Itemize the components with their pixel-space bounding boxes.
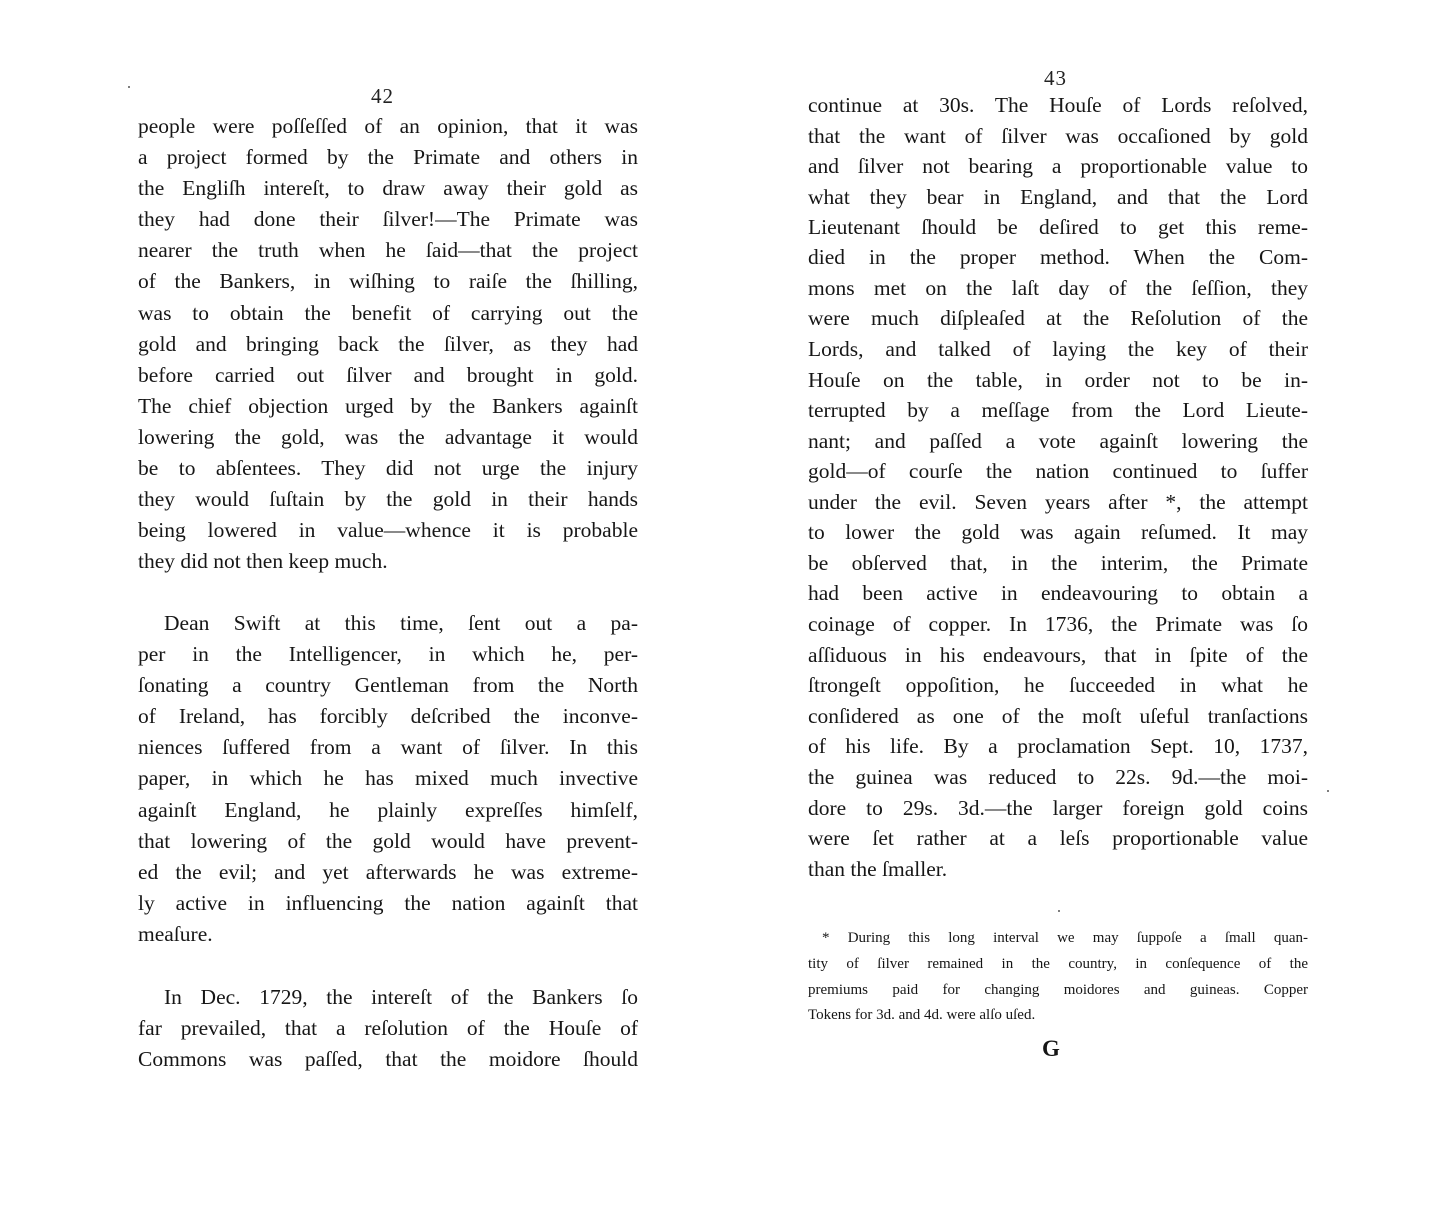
text-line: be to abſentees. They did not urge the injury (138, 456, 638, 480)
text-line: nant; and paſſed a vote againſt lowering the (808, 429, 1308, 453)
text-line: under the evil. Seven years after *, the attempt (808, 490, 1308, 514)
scan-speck (128, 86, 130, 88)
text-line: before carried out ſilver and brought in gold. (138, 363, 638, 387)
text-line: ed the evil; and yet afterwards he was extreme- (138, 860, 638, 884)
text-line: continue at 30s. The Houſe of Lords reſolved, (808, 93, 1308, 117)
text-line: they would ſuſtain by the gold in their hands (138, 487, 638, 511)
text-line: conſidered as one of the moſt uſeful tranſactions (808, 704, 1308, 728)
text-line: dore to 29s. 3d.—the larger foreign gold coins (808, 796, 1308, 820)
text-line: ly active in influencing the nation againſt that (138, 891, 638, 915)
text-line: far prevailed, that a reſolution of the Houſe of (138, 1016, 638, 1040)
signature-mark: G (1042, 1036, 1060, 1061)
text-line: per in the Intelligencer, in which he, per- (138, 642, 638, 666)
text-line: againſt England, he plainly expreſſes himſelf, (138, 798, 638, 822)
text-line: people were poſſeſſed of an opinion, that it was (138, 114, 638, 138)
text-line: what they bear in England, and that the Lord (808, 185, 1308, 209)
text-line: and ſilver not bearing a proportionable value to (808, 154, 1308, 178)
text-line: meaſure. (138, 922, 213, 946)
text-line: mons met on the laſt day of the ſeſſion, they (808, 276, 1308, 300)
footnote-line: Tokens for 3d. and 4d. were alſo uſed. (808, 1007, 1036, 1023)
text-line: to lower the gold was again reſumed. It may (808, 520, 1308, 544)
text-line: that the want of ſilver was occaſioned by gold (808, 124, 1308, 148)
paragraph-start-line: In Dec. 1729, the intereſt of the Bankers ſo (164, 985, 638, 1009)
text-line: the Engliſh intereſt, to draw away their gold as (138, 176, 638, 200)
scan-speck (1058, 910, 1060, 912)
text-line: aſſiduous in his endeavours, that in ſpite of the (808, 643, 1308, 667)
left-page-number: 42 (371, 84, 394, 108)
paragraph-start-line: Dean Swift at this time, ſent out a pa- (164, 611, 638, 635)
text-line: The chief objection urged by the Bankers againſt (138, 394, 638, 418)
text-line: than the ſmaller. (808, 857, 948, 881)
text-line: had been active in endeavouring to obtain a (808, 581, 1308, 605)
text-line: niences ſuffered from a want of ſilver. In this (138, 735, 638, 759)
text-line: gold and bringing back the ſilver, as they had (138, 332, 638, 356)
text-line: was to obtain the benefit of carrying out the (138, 301, 638, 325)
text-line: terrupted by a meſſage from the Lord Lieute- (808, 398, 1308, 422)
text-line: of the Bankers, in wiſhing to raiſe the ſhilling, (138, 269, 638, 293)
text-line: paper, in which he has mixed much invective (138, 766, 638, 790)
text-line: they did not then keep much. (138, 549, 388, 573)
text-line: they had done their ſilver!—The Primate was (138, 207, 638, 231)
text-line: died in the proper method. When the Com- (808, 245, 1308, 269)
text-line: the guinea was reduced to 22s. 9d.—the moi- (808, 765, 1308, 789)
scan-speck (1327, 790, 1329, 792)
text-line: coinage of copper. In 1736, the Primate was ſo (808, 612, 1308, 636)
text-line: be obſerved that, in the interim, the Primate (808, 551, 1308, 575)
text-line: ſtrongeſt oppoſition, he ſucceeded in what he (808, 673, 1308, 697)
right-page-number: 43 (1044, 66, 1067, 90)
text-line: of his life. By a proclamation Sept. 10, 1737, (808, 734, 1308, 758)
text-line: Lieutenant ſhould be deſired to get this reme- (808, 215, 1308, 239)
text-line: were ſet rather at a leſs proportionable value (808, 826, 1308, 850)
text-line: Houſe on the table, in order not to be in- (808, 368, 1308, 392)
text-line: that lowering of the gold would have prevent- (138, 829, 638, 853)
text-line: lowering the gold, was the advantage it would (138, 425, 638, 449)
text-line: Commons was paſſed, that the moidore ſhould (138, 1047, 638, 1071)
footnote-line: * During this long interval we may ſuppoſe a ſmall quan- (822, 930, 1308, 946)
text-line: Lords, and talked of laying the key of their (808, 337, 1308, 361)
footnote-line: premiums paid for changing moidores and guineas. Copper (808, 982, 1308, 998)
text-line: of Ireland, has forcibly deſcribed the inconve- (138, 704, 638, 728)
text-line: being lowered in value—whence it is probable (138, 518, 638, 542)
text-line: a project formed by the Primate and others in (138, 145, 638, 169)
text-line: gold—of courſe the nation continued to ſuffer (808, 459, 1308, 483)
text-line: were much diſpleaſed at the Reſolution of the (808, 306, 1308, 330)
footnote-line: tity of ſilver remained in the country, in conſequence of the (808, 956, 1308, 972)
text-line: ſonating a country Gentleman from the North (138, 673, 638, 697)
text-line: nearer the truth when he ſaid—that the project (138, 238, 638, 262)
